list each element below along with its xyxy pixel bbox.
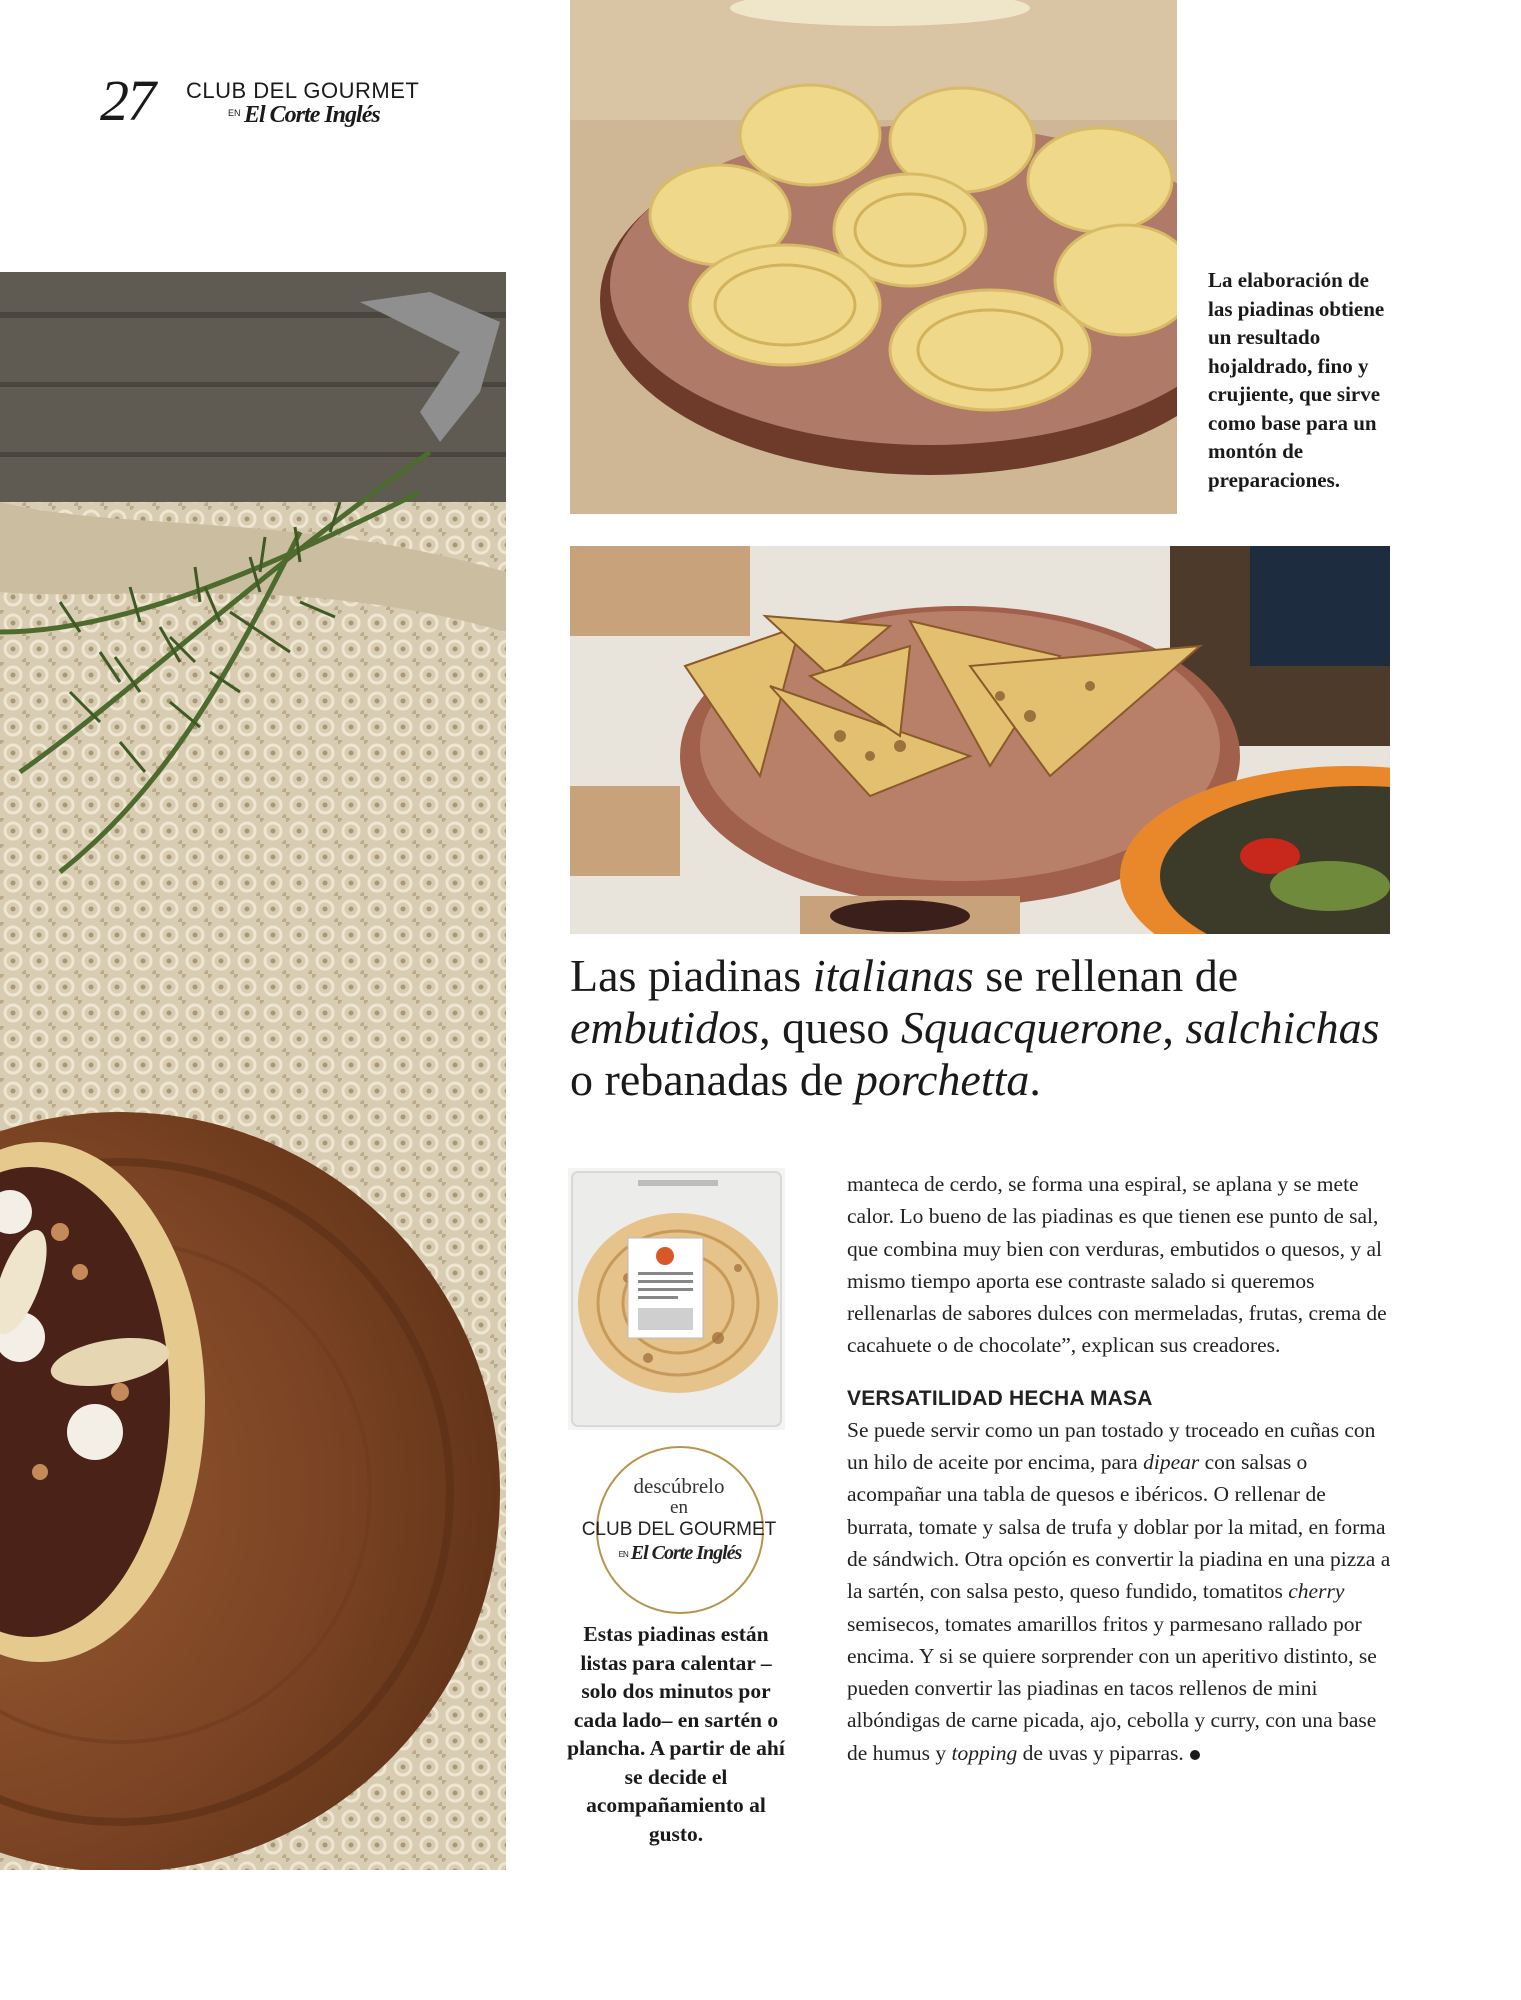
pull-quote: Las piadinas italianas se rellenan de embutidos, queso Squacquerone, salchichas o rebanadas de porchetta. (570, 950, 1380, 1105)
brand-name: CLUB DEL GOURMET (186, 78, 420, 103)
dough-coils-photo (570, 0, 1177, 514)
seal-en-text: en (670, 1497, 688, 1518)
end-bullet-icon (1190, 1750, 1200, 1760)
article-body (847, 1168, 1392, 1769)
body-paragraph-2: Se puede servir como un pan tostado y troceado en cuñas con un hilo de aceite por encima, para dipear con salsas o acompañar una tabla de quesos e ibéricos. O rellenar de burrata, tomate y salsa de trufa y doblar por la mitad, en forma de sándwich. Otra opción es convertir la piadina en una pizza a la sartén, con salsa pesto, queso fundido, tomatitos cherry semisecos, tomates amarillos fritos y parmesano rallado por encima. Y si se quiere sorprender con un aperitivo distinto, se pueden convertir las piadinas en tacos rellenos de mini albóndigas de carne picada, ajo, cebolla y curry, con una base de humus y topping de uvas y piparras. (847, 1417, 1391, 1765)
piadina-pizza-photo (0, 272, 506, 1870)
seal-discover-text: descúbrelo (633, 1474, 725, 1498)
brand-sub: EN (228, 108, 241, 118)
section-heading: VERSATILIDAD HECHA MASA (847, 1386, 1153, 1410)
grilled-piadina-photo (570, 546, 1390, 934)
caption-product: Estas piadinas están listas para calentar –solo dos minutos por cada lado– en sartén o plancha. A partir de ahí se decide el acompañamiento al gusto. (567, 1622, 785, 1846)
page-number: 27 (100, 68, 154, 133)
seal-brand: CLUB DEL GOURMET (581, 1519, 777, 1540)
product-package-photo (568, 1168, 785, 1430)
body-paragraph-1: manteca de cerdo, se forma una espiral, se aplana y se mete calor. Lo bueno de las piadinas es que tienen ese punto de sal, que combina muy bien con verduras, embutidos o quesos, y al mismo tiempo aporta ese contraste salado si queremos rellenarlas de sabores dulces con mermeladas, frutas, crema de cacahuete o de chocolate”, explican sus creadores. (847, 1172, 1387, 1358)
seal-store-logo: EN El Corte Inglés (618, 1542, 742, 1564)
caption-dough: La elaboración de las piadinas obtiene un resultado hojaldrado, fino y crujiente, que sirve como base para un montón de preparaciones. (1208, 268, 1385, 492)
brand-store-logo: El Corte Inglés (244, 102, 380, 128)
